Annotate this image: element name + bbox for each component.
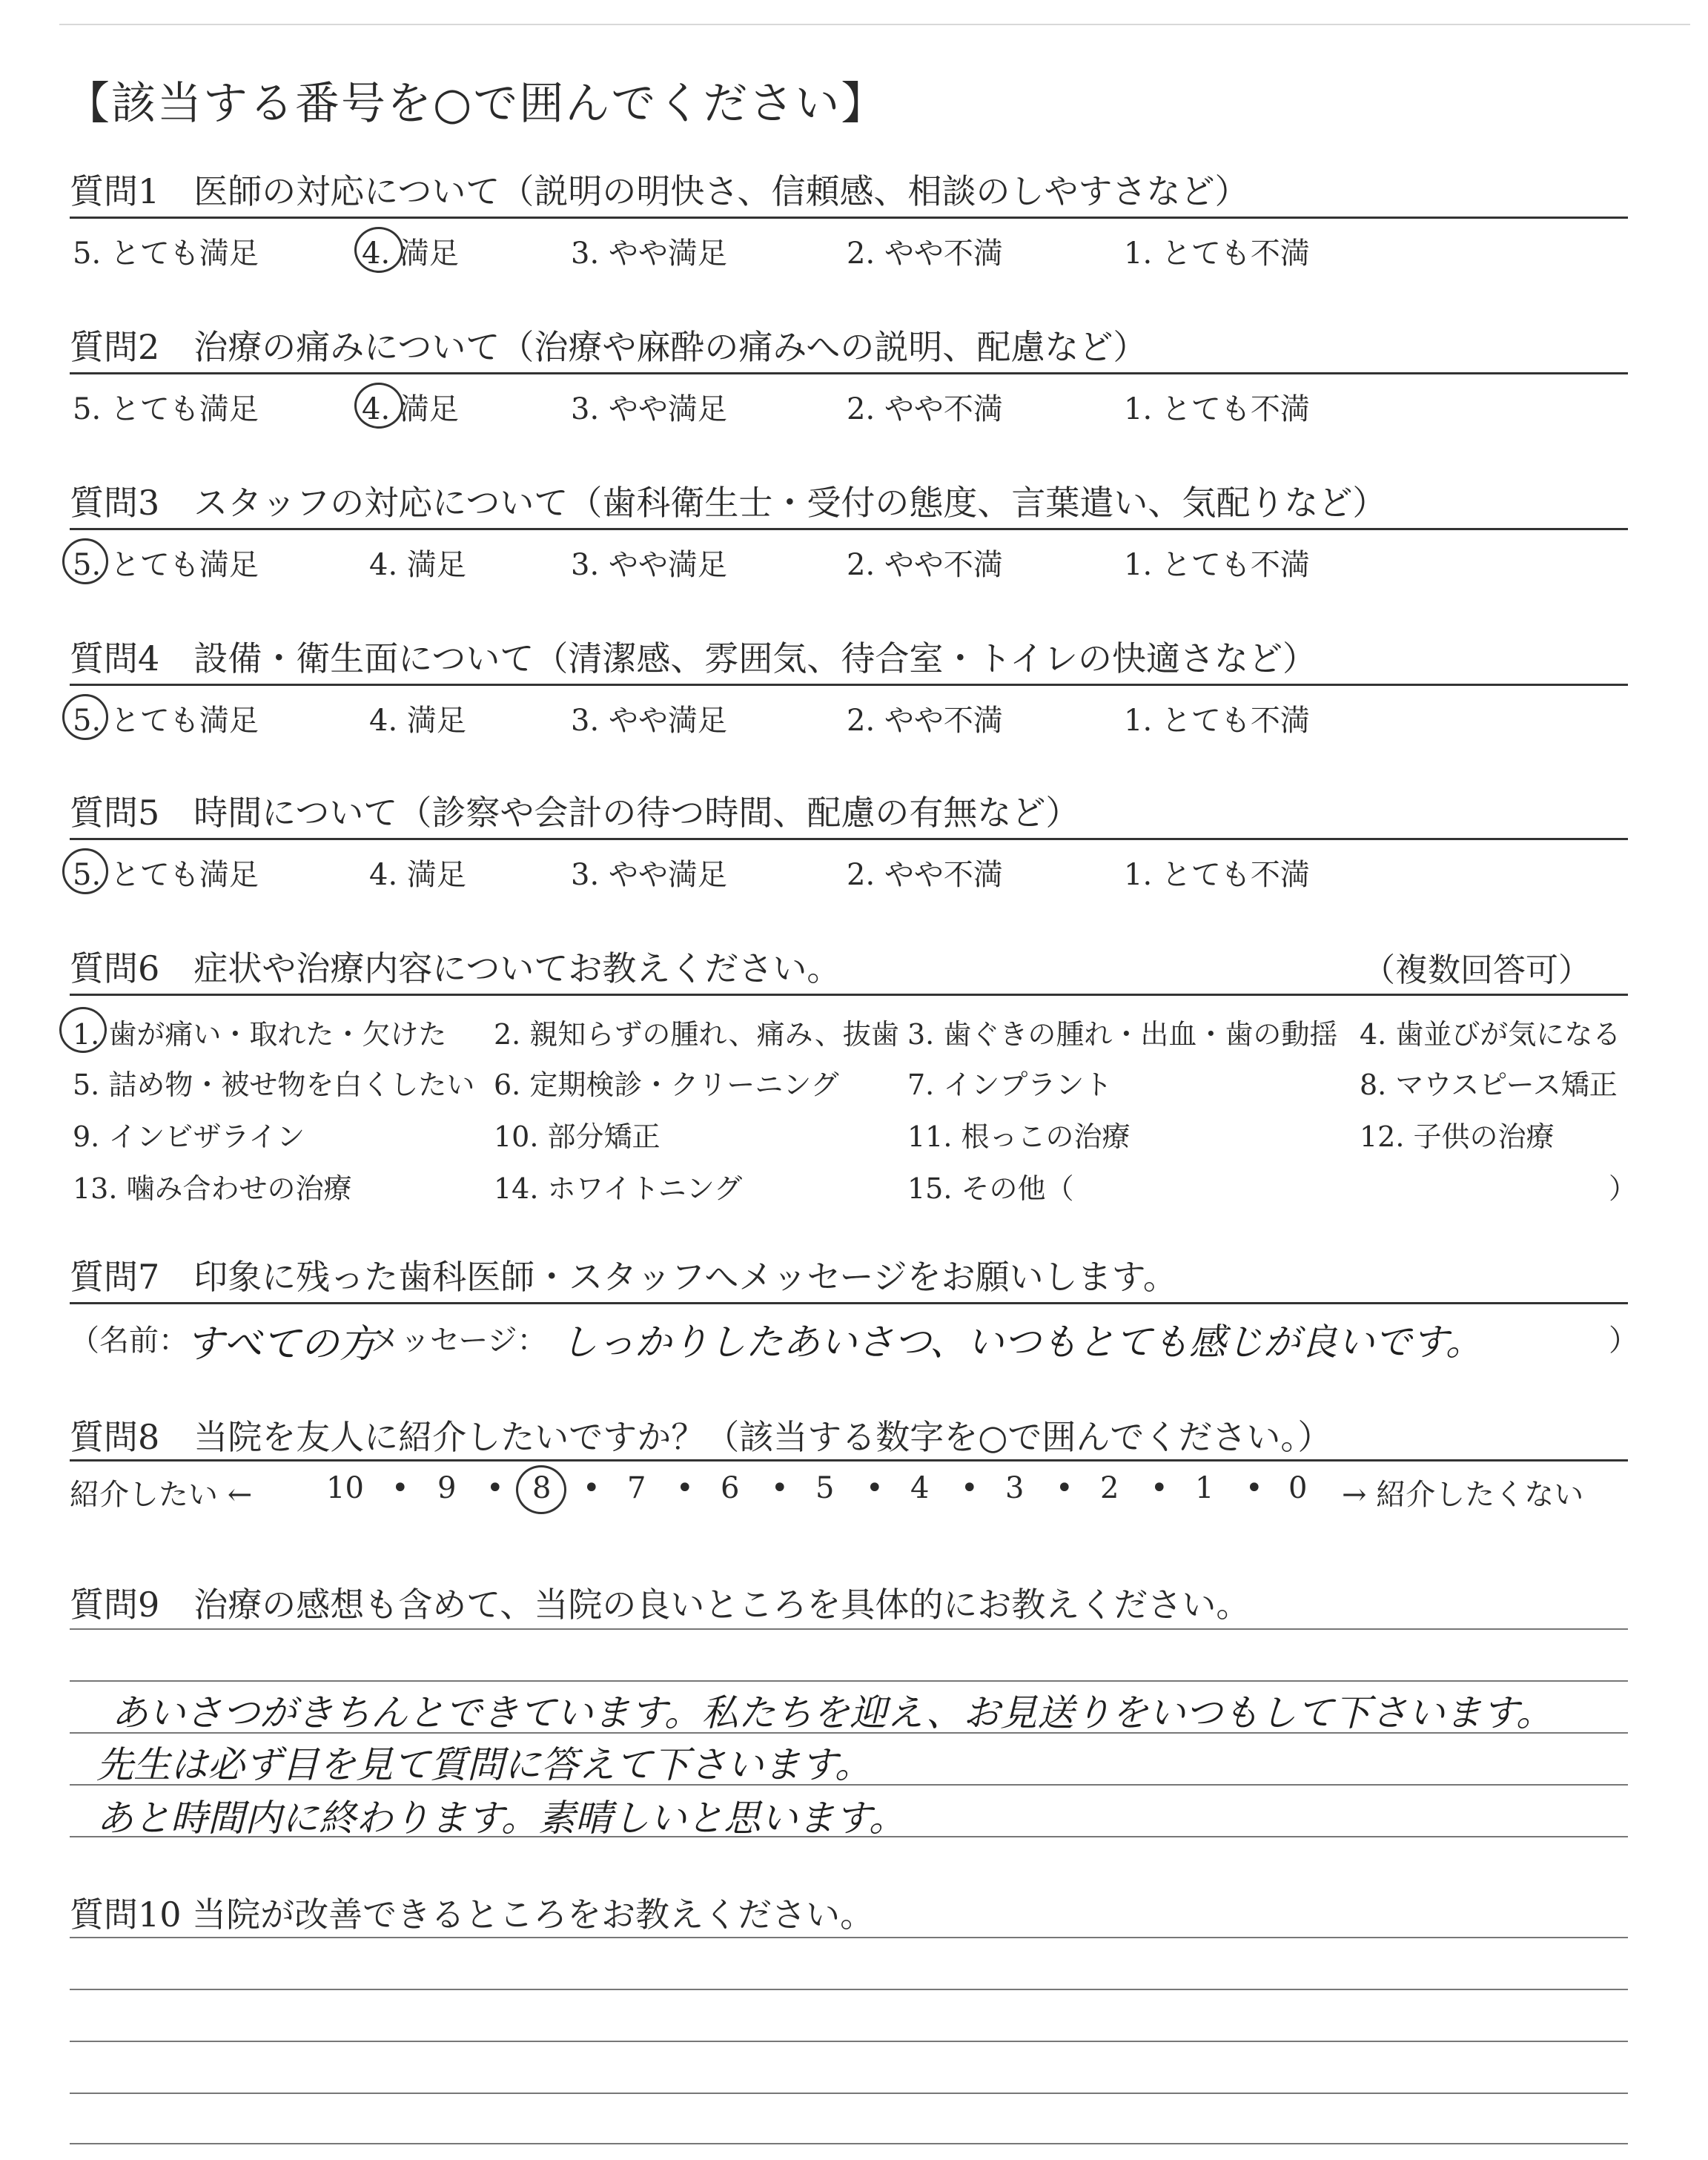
q10-line — [70, 1937, 1628, 1938]
q9-answer-line-1[interactable]: あいさつがきちんとできています。私たちを迎え、お見送りをいつもして下さいます。 — [111, 1691, 1553, 1734]
q8-score-2[interactable]: 2 — [1100, 1471, 1119, 1505]
q2-title: 質問2 治療の痛みについて（治療や麻酔の痛みへの説明、配慮など） — [70, 327, 1148, 367]
q3-option-3[interactable]: 3. やや満足 — [571, 548, 727, 582]
q8-dot: • — [391, 1471, 409, 1505]
q6-option-5[interactable]: 5. 詰め物・被せ物を白くしたい — [73, 1069, 475, 1101]
q5-title: 質問5 時間について（診察や会計の待つ時間、配慮の有無など） — [70, 793, 1080, 833]
q7-close-paren: ） — [1609, 1324, 1638, 1358]
q8-dot: • — [771, 1471, 789, 1505]
q4-option-1[interactable]: 1. とても不満 — [1124, 704, 1310, 738]
q1-option-5[interactable]: 5. とても満足 — [73, 237, 259, 271]
q8-title: 質問8 当院を友人に紹介したいですか？（該当する数字を○で囲んでください。） — [70, 1417, 1332, 1457]
q8-score-8[interactable]: 8 — [532, 1471, 552, 1505]
q8-left-label: 紹介したい ← — [70, 1478, 253, 1512]
q4-option-5[interactable]: 5. とても満足 — [73, 704, 259, 738]
q6-option-15[interactable]: 15. その他（ — [907, 1172, 1074, 1205]
q9-line — [70, 1680, 1628, 1682]
q8-dot: • — [583, 1471, 600, 1505]
q5-option-2[interactable]: 2. やや不満 — [847, 858, 1003, 892]
q6-rule — [70, 994, 1628, 996]
q8-score-10[interactable]: 10 — [326, 1471, 364, 1505]
q8-dot: • — [1245, 1471, 1263, 1505]
q6-option-4[interactable]: 4. 歯並びが気になる — [1360, 1018, 1621, 1051]
q6-option-9[interactable]: 9. インビザライン — [73, 1120, 305, 1153]
q6-option-6[interactable]: 6. 定期検診・クリーニング — [494, 1069, 839, 1101]
q8-dot: • — [676, 1471, 694, 1505]
q7-name-label: （名前： — [70, 1324, 188, 1358]
q1-option-2[interactable]: 2. やや不満 — [847, 237, 1003, 271]
q1-selected-circle — [354, 227, 403, 273]
q9-line — [70, 1628, 1628, 1630]
q8-score-3[interactable]: 3 — [1005, 1471, 1025, 1505]
q6-option-10[interactable]: 10. 部分矯正 — [494, 1120, 661, 1153]
q7-rule — [70, 1302, 1628, 1304]
page-top-edge — [59, 24, 1690, 25]
instruction-heading: 【該当する番号を○で囲んでください】 — [65, 78, 887, 130]
q8-score-9[interactable]: 9 — [437, 1471, 457, 1505]
q2-option-4[interactable]: 4. 満足 — [362, 392, 459, 426]
q10-line — [70, 2041, 1628, 2042]
q2-option-1[interactable]: 1. とても不満 — [1124, 392, 1310, 426]
q10-line — [70, 2143, 1628, 2144]
q6-option-2[interactable]: 2. 親知らずの腫れ、痛み、抜歯 — [494, 1018, 899, 1051]
q8-dot: • — [961, 1471, 979, 1505]
q8-score-4[interactable]: 4 — [910, 1471, 930, 1505]
q8-dot: • — [1056, 1471, 1073, 1505]
q5-option-1[interactable]: 1. とても不満 — [1124, 858, 1310, 892]
q8-score-7[interactable]: 7 — [627, 1471, 646, 1505]
q4-selected-circle — [62, 694, 108, 740]
q9-answer-line-2[interactable]: 先生は必ず目を見て質問に答えて下さいます。 — [96, 1743, 872, 1786]
q5-selected-circle — [62, 848, 108, 894]
q1-title: 質問1 医師の対応について（説明の明快さ、信頼感、相談のしやすさなど） — [70, 171, 1249, 211]
q4-rule — [70, 684, 1628, 686]
q7-message-label: メッセージ： — [371, 1324, 547, 1358]
q8-score-5[interactable]: 5 — [815, 1471, 835, 1505]
q6-option-11[interactable]: 11. 根っこの治療 — [907, 1120, 1131, 1153]
q5-rule — [70, 838, 1628, 840]
q1-rule — [70, 217, 1628, 219]
q3-selected-circle — [62, 538, 108, 584]
q10-title: 質問10 当院が改善できるところをお教えください。 — [70, 1895, 875, 1935]
q6-option-13[interactable]: 13. 噛み合わせの治療 — [73, 1172, 352, 1205]
q4-option-2[interactable]: 2. やや不満 — [847, 704, 1003, 738]
q9-answer-line-3[interactable]: あと時間内に終わります。素晴しいと思います。 — [96, 1797, 906, 1840]
q1-option-3[interactable]: 3. やや満足 — [571, 237, 727, 271]
q1-option-1[interactable]: 1. とても不満 — [1124, 237, 1310, 271]
q6-selected-circle — [59, 1007, 107, 1053]
q3-rule — [70, 528, 1628, 530]
q7-message-handwritten[interactable]: しっかりしたあいさつ、いつもとても感じが良いです。 — [560, 1321, 1483, 1364]
q7-name-handwritten[interactable]: すべての方 — [185, 1322, 377, 1367]
q2-option-2[interactable]: 2. やや不満 — [847, 392, 1003, 426]
q9-title: 質問9 治療の感想も含めて、当院の良いところを具体的にお教えください。 — [70, 1585, 1251, 1625]
q10-line — [70, 1989, 1628, 1990]
q5-option-5[interactable]: 5. とても満足 — [73, 858, 259, 892]
q6-option-7[interactable]: 7. インプラント — [907, 1069, 1113, 1101]
q6-title: 質問6 症状や治療内容についてお教えください。 — [70, 948, 841, 988]
q4-option-4[interactable]: 4. 満足 — [369, 704, 466, 738]
q6-option-14[interactable]: 14. ホワイトニング — [494, 1172, 743, 1205]
q3-option-1[interactable]: 1. とても不満 — [1124, 548, 1310, 582]
q5-option-3[interactable]: 3. やや満足 — [571, 858, 727, 892]
q2-selected-circle — [354, 383, 403, 429]
q8-right-label: → 紹介したくない — [1342, 1478, 1584, 1512]
q5-option-4[interactable]: 4. 満足 — [369, 858, 466, 892]
q4-option-3[interactable]: 3. やや満足 — [571, 704, 727, 738]
q3-option-2[interactable]: 2. やや不満 — [847, 548, 1003, 582]
q3-title: 質問3 スタッフの対応について（歯科衛生士・受付の態度、言葉遣い、気配りなど） — [70, 483, 1387, 523]
q7-title: 質問7 印象に残った歯科医師・スタッフへメッセージをお願いします。 — [70, 1257, 1177, 1297]
q8-score-1[interactable]: 1 — [1195, 1471, 1214, 1505]
q8-score-0[interactable]: 0 — [1288, 1471, 1308, 1505]
q2-option-5[interactable]: 5. とても満足 — [73, 392, 259, 426]
q4-title: 質問4 設備・衛生面について（清潔感、雰囲気、待合室・トイレの快適さなど） — [70, 638, 1317, 678]
q8-dot: • — [866, 1471, 884, 1505]
q6-option-8[interactable]: 8. マウスピース矯正 — [1360, 1069, 1618, 1101]
q8-score-6[interactable]: 6 — [721, 1471, 740, 1505]
q2-rule — [70, 372, 1628, 374]
q8-dot: • — [1151, 1471, 1168, 1505]
q8-selected-circle — [516, 1465, 566, 1514]
q3-option-5[interactable]: 5. とても満足 — [73, 548, 259, 582]
q6-multiple-note: （複数回答可） — [1363, 951, 1591, 989]
q6-other-close-paren: ） — [1609, 1172, 1638, 1205]
q10-line — [70, 2093, 1628, 2094]
q6-option-12[interactable]: 12. 子供の治療 — [1360, 1120, 1555, 1153]
q6-option-3[interactable]: 3. 歯ぐきの腫れ・出血・歯の動揺 — [907, 1018, 1338, 1051]
q8-rule — [70, 1459, 1628, 1462]
q8-dot: • — [486, 1471, 504, 1505]
q2-option-3[interactable]: 3. やや満足 — [571, 392, 727, 426]
q6-option-1[interactable]: 1. 歯が痛い・取れた・欠けた — [73, 1018, 447, 1051]
q3-option-4[interactable]: 4. 満足 — [369, 548, 466, 582]
q1-option-4[interactable]: 4. 満足 — [362, 237, 459, 271]
